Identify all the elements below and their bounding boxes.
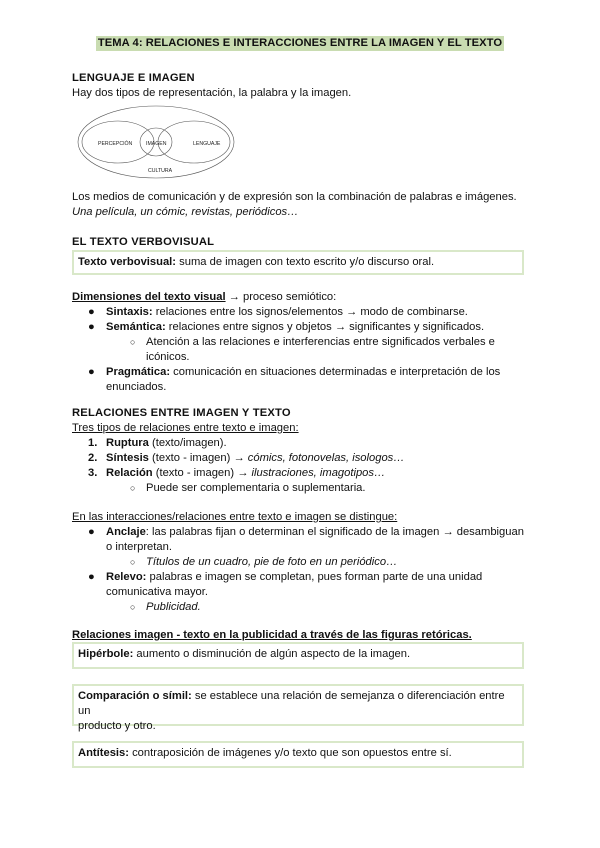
subheading-interacciones: En las interacciones/relaciones entre texto e imagen se distingue:: [72, 511, 398, 523]
item-number: 1.: [88, 437, 98, 449]
definition-text: suma de imagen con texto escrito y/o discurso oral.: [176, 256, 435, 268]
item-term: Relevo:: [106, 571, 147, 583]
definition-box-hiperbole: [72, 642, 524, 669]
sub-item-complementaria: [72, 481, 532, 496]
list-item-pragmatica: [72, 365, 532, 395]
item-number: 3.: [88, 467, 98, 479]
circle-bullet-icon: ○: [130, 602, 136, 612]
diagram-label-center: IMAGEN: [146, 141, 167, 147]
bullet-icon: ●: [88, 366, 95, 378]
bullet-icon: ●: [88, 526, 95, 538]
list-item-ruptura: [72, 436, 532, 451]
item-term: Relación: [106, 467, 153, 479]
sub-item-atencion: [72, 335, 532, 365]
item-text: comunicación en situaciones determinadas e interpretación de los: [170, 366, 501, 378]
list-item-relacion: [72, 466, 532, 481]
list-item-semantica: [72, 320, 532, 335]
definition-box-verbovisual: [72, 250, 524, 275]
item-text-cont: enunciados.: [106, 381, 167, 393]
definition-text: se establece una relación de semejanza o diferenciación entre un: [78, 690, 505, 717]
section-heading-verbovisual: EL TEXTO VERBOVISUAL: [72, 236, 215, 248]
definition-box-comparacion: [72, 684, 524, 732]
diagram-label-left: PERCEPCIÓN: [98, 141, 133, 147]
dimensions-line: [72, 290, 532, 305]
list-item-sintesis: [72, 451, 532, 466]
item-text-cont: o interpretan.: [106, 541, 172, 553]
item-examples: ilustraciones, imagotipos…: [251, 467, 386, 479]
item-text: (texto - imagen) →: [148, 452, 248, 464]
bullet-icon: ●: [88, 571, 95, 583]
title-wrap: [0, 36, 600, 51]
item-text: relaciones entre signos y objetos → significantes y significados.: [165, 321, 485, 333]
list-item-anclaje: [72, 525, 532, 555]
sub-item-text: Atención a las relaciones e interferencias entre significados verbales e: [146, 336, 495, 348]
section-heading-lenguaje: LENGUAJE E IMAGEN: [72, 72, 195, 84]
interactions-list: [72, 525, 532, 615]
list-item-sintaxis: [72, 305, 532, 320]
definition-text: contraposición de imágenes y/o texto que son opuestos entre sí.: [128, 747, 452, 759]
item-term: Sintaxis:: [106, 306, 153, 318]
sub-item-text: Puede ser complementaria o suplementaria.: [146, 482, 366, 494]
item-text-cont: comunicativa mayor.: [106, 586, 208, 598]
sub-item-text: Títulos de un cuadro, pie de foto en un periódico…: [146, 556, 398, 568]
subheading-tres-tipos: Tres tipos de relaciones entre texto e imagen:: [72, 422, 299, 434]
venn-diagram-svg: [76, 104, 236, 182]
item-term: Semántica:: [106, 321, 166, 333]
item-term: Pragmática:: [106, 366, 171, 378]
dimensions-rest: → proceso semiótico:: [225, 291, 337, 303]
item-examples: cómics, fotonovelas, isologos…: [247, 452, 405, 464]
definition-term: Antítesis:: [78, 747, 129, 759]
item-text: palabras e imagen se completan, pues forman parte de una unidad: [146, 571, 483, 583]
venn-diagram: [76, 104, 236, 182]
circle-bullet-icon: ○: [130, 337, 136, 347]
item-term: Ruptura: [106, 437, 149, 449]
definition-text-cont: producto y otro.: [78, 720, 156, 732]
paragraph-medios: Los medios de comunicación y de expresión son la combinación de palabras e imágenes.: [72, 191, 517, 203]
item-number: 2.: [88, 452, 98, 464]
item-text: relaciones entre los signos/elementos → modo de combinarse.: [152, 306, 468, 318]
item-text: : las palabras fijan o determinan el significado de la imagen → desambiguan: [145, 526, 524, 538]
definition-term: Texto verbovisual:: [78, 256, 177, 268]
section-heading-relaciones: RELACIONES ENTRE IMAGEN Y TEXTO: [72, 407, 291, 419]
definition-term: Comparación o símil:: [78, 690, 192, 702]
bullet-icon: ●: [88, 321, 95, 333]
sub-item-publicidad: [72, 600, 532, 615]
sub-item-text: Publicidad.: [146, 601, 201, 613]
relations-list: [72, 436, 532, 496]
sub-item-text-cont: icónicos.: [146, 351, 190, 363]
item-term: Síntesis: [106, 452, 149, 464]
dimensions-list: [72, 305, 532, 395]
sub-item-titulos: [72, 555, 532, 570]
paragraph-examples: Una película, un cómic, revistas, periódicos…: [72, 206, 299, 218]
diagram-label-right: LENGUAJE: [193, 141, 221, 147]
item-text: (texto - imagen) →: [152, 467, 252, 479]
bullet-icon: ●: [88, 306, 95, 318]
item-term: Anclaje: [106, 526, 146, 538]
definition-term: Hipérbole:: [78, 648, 134, 660]
definition-text: aumento o disminución de algún aspecto de la imagen.: [133, 648, 411, 660]
dimensions-label: Dimensiones del texto visual: [72, 291, 226, 303]
section-heading-publicidad: Relaciones imagen - texto en la publicidad a través de las figuras retóricas.: [72, 629, 472, 641]
item-text: (texto/imagen).: [148, 437, 227, 449]
circle-bullet-icon: ○: [130, 557, 136, 567]
page-title: TEMA 4: RELACIONES E INTERACCIONES ENTRE LA IMAGEN Y EL TEXTO: [97, 37, 503, 49]
intro-text: Hay dos tipos de representación, la palabra y la imagen.: [72, 87, 352, 99]
list-item-relevo: [72, 570, 532, 600]
definition-box-antitesis: [72, 741, 524, 768]
diagram-label-bottom: CULTURA: [148, 168, 173, 174]
circle-bullet-icon: ○: [130, 483, 136, 493]
